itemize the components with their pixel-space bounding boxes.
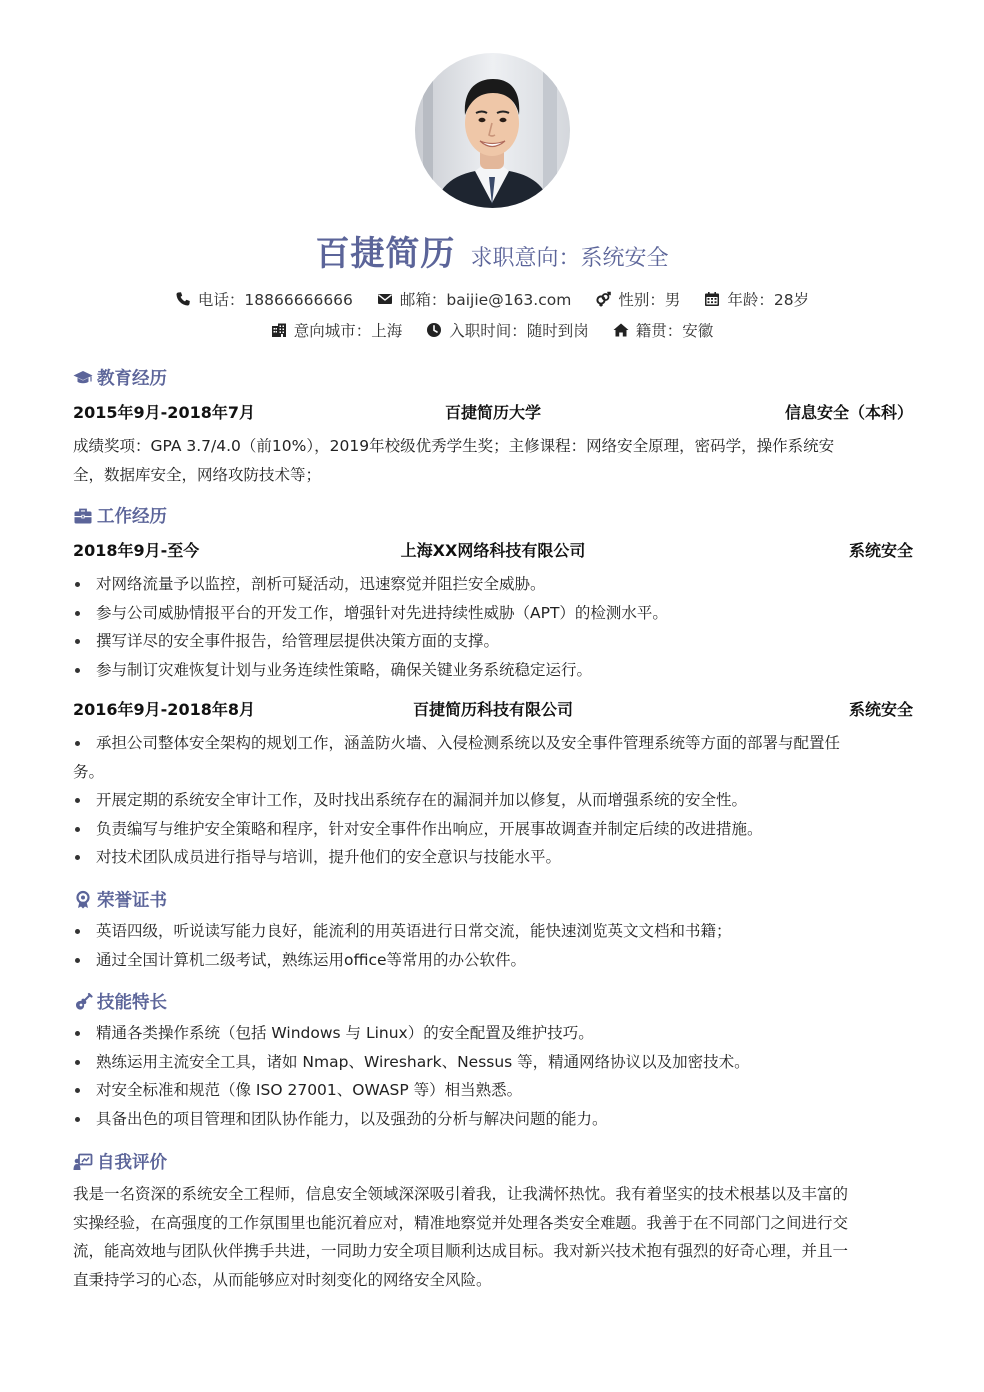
education-date: 2015年9月-2018年7月 — [73, 403, 255, 422]
extra-info-row — [0, 319, 984, 341]
job-entry-header — [73, 538, 913, 562]
honors-list — [73, 917, 915, 974]
job-intent: 求职意向：系统安全 — [470, 246, 669, 271]
honors-title-text: 荣誉证书 — [97, 891, 167, 911]
list-item: 熟练运用主流安全工具，诸如 Nmap、Wireshark、Nessus 等，精通网络协议以及加密技术。 — [73, 1048, 915, 1077]
self-eval-line: 流，能高效地与团队伙伴携手共进，一同助力安全项目顺利达成目标。我对新兴技术抱有强烈的好奇心理，并且一 — [73, 1242, 849, 1260]
list-item-line: 承担公司整体安全架构的规划工作，涵盖防火墙、入侵检测系统以及安全事件管理系统等方面的部署与配置任 — [96, 734, 841, 752]
graduation-cap-icon — [73, 368, 93, 388]
phone-text: 电话：18866666666 — [197, 291, 353, 309]
education-entry-header — [73, 400, 913, 424]
honors-section-title — [73, 887, 167, 912]
home-icon — [613, 322, 629, 338]
clock-icon — [426, 322, 442, 338]
self-eval-title-text: 自我评价 — [97, 1153, 167, 1173]
list-item: 精通各类操作系统（包括 Windows 与 Linux）的安全配置及维护技巧。 — [73, 1019, 915, 1048]
work-section-title — [73, 503, 167, 528]
skills-list — [73, 1019, 915, 1133]
hometown-info — [613, 319, 714, 341]
job-date: 2016年9月-2018年8月 — [73, 700, 255, 719]
calendar-icon — [704, 291, 720, 307]
avatar — [415, 53, 570, 208]
start-time-text: 入职时间：随时到岗 — [449, 322, 589, 340]
candidate-name: 百捷简历 — [315, 234, 456, 274]
gender-text: 性别：男 — [618, 291, 681, 309]
email-text: 邮箱：baijie@163.com — [399, 291, 572, 309]
education-description — [73, 432, 887, 489]
list-item: 对安全标准和规范（像 ISO 27001、OWASP 等）相当熟悉。 — [73, 1076, 915, 1105]
skills-title-text: 技能特长 — [97, 993, 167, 1013]
avatar-photo — [415, 53, 570, 208]
work-title-text: 工作经历 — [97, 507, 167, 527]
education-desc-line: 成绩奖项：GPA 3.7/4.0（前10%），2019年校级优秀学生奖；主修课程：网络安全原理，密码学，操作系统安 — [73, 437, 835, 455]
list-item: 通过全国计算机二级考试，熟练运用office等常用的办公软件。 — [73, 946, 915, 975]
education-desc-line: 全，数据库安全，网络攻防技术等； — [73, 465, 322, 484]
list-item: 对技术团队成员进行指导与培训，提升他们的安全意识与技能水平。 — [73, 843, 915, 872]
self-eval-text — [73, 1180, 915, 1294]
city-text: 意向城市：上海 — [293, 322, 403, 340]
education-school: 百捷简历大学 — [444, 403, 542, 422]
job-company: 上海XX网络科技有限公司 — [400, 541, 586, 560]
hometown-text: 籍贯：安徽 — [635, 322, 714, 340]
education-major: 信息安全（本科） — [784, 403, 913, 422]
skills-section-title — [73, 989, 167, 1014]
job-company: 百捷简历科技有限公司 — [412, 700, 574, 719]
education-title-text: 教育经历 — [97, 369, 167, 389]
list-item: 参与制订灾难恢复计划与业务连续性策略，确保关键业务系统稳定运行。 — [73, 656, 915, 685]
resume-title — [0, 226, 984, 275]
start-time-info — [426, 319, 589, 341]
presentation-icon — [73, 1152, 93, 1172]
contact-info-row — [0, 288, 984, 310]
job-entry-header — [73, 697, 913, 721]
list-item: 撰写详尽的安全事件报告，给管理层提供决策方面的支撑。 — [73, 627, 915, 656]
mail-icon — [377, 291, 393, 307]
age-text: 年龄：28岁 — [727, 291, 810, 309]
education-section-title — [73, 365, 167, 390]
list-item: 对网络流量予以监控，剖析可疑活动，迅速察觉并阻拦安全威胁。 — [73, 570, 915, 599]
guitar-icon — [73, 992, 93, 1012]
city-icon — [271, 322, 287, 338]
city-info — [271, 319, 403, 341]
list-item — [73, 729, 915, 786]
job-date: 2018年9月-至今 — [73, 541, 200, 560]
job-role: 系统安全 — [848, 541, 913, 560]
award-icon — [73, 890, 93, 910]
list-item: 具备出色的项目管理和团队协作能力，以及强劲的分析与解决问题的能力。 — [73, 1105, 915, 1134]
list-item: 开展定期的系统安全审计工作，及时找出系统存在的漏洞并加以修复，从而增强系统的安全性。 — [73, 786, 915, 815]
list-item: 参与公司威胁情报平台的开发工作，增强针对先进持续性威胁（APT）的检测水平。 — [73, 599, 915, 628]
job-duties-list — [73, 570, 915, 684]
self-eval-line: 实操经验，在高强度的工作氛围里也能沉着应对，精准地察觉并处理各类安全难题。我善于在不同部门之间进行交 — [73, 1213, 849, 1232]
phone-info — [175, 288, 353, 310]
gender-info — [595, 288, 680, 310]
list-item: 负责编写与维护安全策略和程序，针对安全事件作出响应，开展事故调查并制定后续的改进措施。 — [73, 815, 915, 844]
job-role: 系统安全 — [848, 700, 913, 719]
age-info — [704, 288, 809, 310]
gender-icon — [595, 291, 611, 307]
briefcase-icon — [73, 506, 93, 526]
self-eval-section-title — [73, 1149, 167, 1174]
self-eval-line: 直秉持学习的心态，从而能够应对时刻变化的网络安全风险。 — [73, 1270, 492, 1289]
phone-icon — [175, 291, 191, 307]
job-duties-list — [73, 729, 915, 872]
email-info — [377, 288, 571, 310]
self-eval-line: 我是一名资深的系统安全工程师，信息安全领域深深吸引着我，让我满怀热忱。我有着坚实的技术根基以及丰富的 — [73, 1185, 849, 1203]
list-item: 英语四级，听说读写能力良好，能流利的用英语进行日常交流，能快速浏览英文文档和书籍； — [73, 917, 915, 946]
list-item-line: 务。 — [73, 762, 105, 781]
